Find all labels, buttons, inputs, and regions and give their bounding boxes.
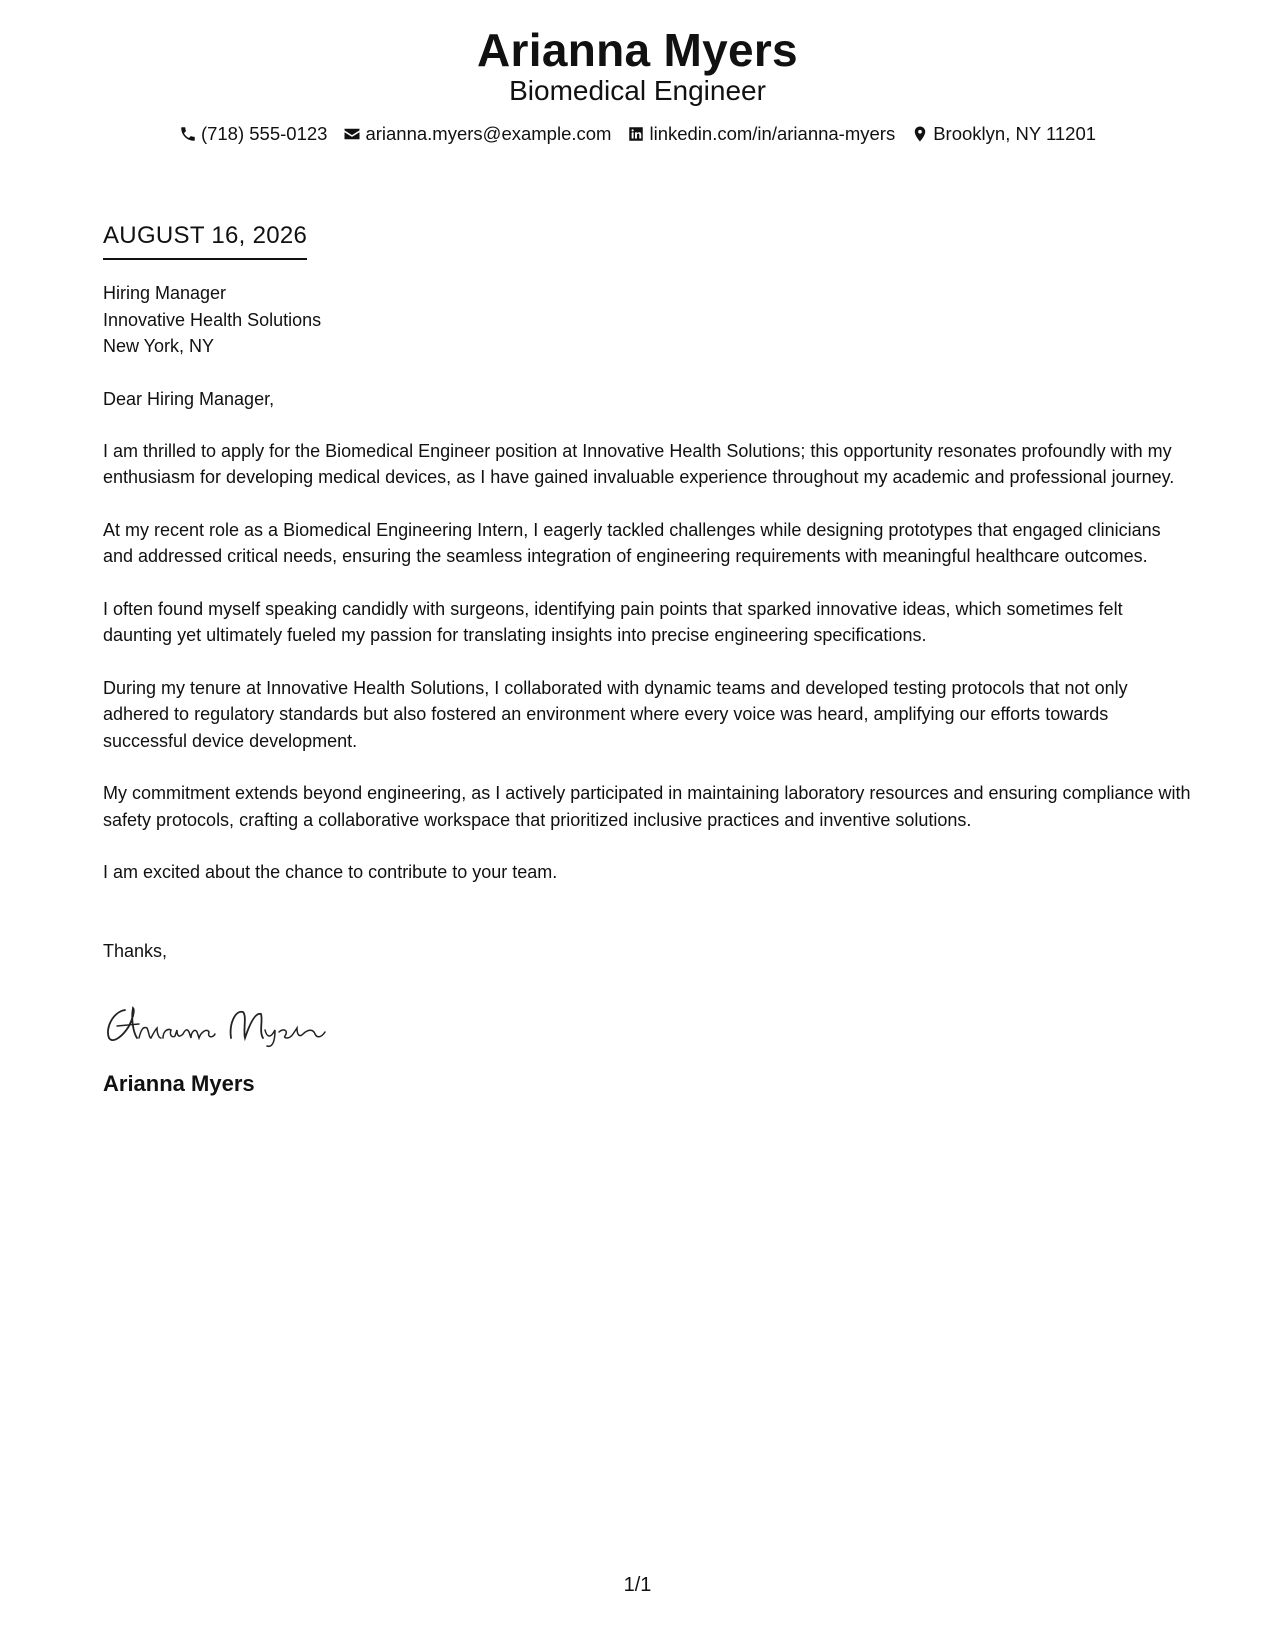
body-paragraph: I am thrilled to apply for the Biomedical Engineer position at Innovative Health Solutions; this opportunity resonates profoundly with my enthusiasm for developing medical devices, as I have gained invaluable experience throughout my academic and professional journey. [103,440,1175,487]
recipient-line: Innovative Health Solutions [103,309,322,330]
body-paragraph: I am excited about the chance to contribute to your team. [103,862,558,882]
page-number: 1/1 [623,1574,652,1596]
handwritten-signature [103,998,1193,1048]
recipient-block [103,280,1193,360]
contact-bar [0,122,1275,146]
applicant-name: Arianna Myers [477,24,798,76]
letter-header [0,0,1275,146]
contact-location [911,122,1096,146]
recipient-line: Hiring Manager [103,283,227,303]
map-marker-icon [911,125,929,143]
linkedin-icon [627,125,645,143]
signature-image [103,998,353,1048]
applicant-title: Biomedical Engineer [509,75,766,106]
body-paragraph: At my recent role as a Biomedical Engineering Intern, I eagerly tackled challenges while designing prototypes that engaged clinicians and addressed critical needs, ensuring the seamless integration of engineering requirements with meaningful healthcare outcomes. [103,519,1161,566]
signer-name: Arianna Myers [103,1070,255,1096]
contact-linkedin[interactable] [627,122,895,146]
body-paragraph: My commitment extends beyond engineering, as I actively participated in maintaining laboratory resources and ensuring compliance with safety protocols, crafting a collaborative workspace that prioritized inclusive practices and inventive solutions. [103,783,1191,830]
phone-icon [179,125,197,143]
recipient-line: New York, NY [103,336,215,356]
email-link[interactable]: arianna.myers@example.com [365,123,612,144]
contact-email[interactable] [343,122,611,146]
envelope-icon [343,125,361,143]
letter-body [103,220,1193,1098]
salutation: Dear Hiring Manager, [103,388,275,409]
linkedin-link[interactable]: linkedin.com/in/arianna-myers [649,123,896,144]
location-text: Brooklyn, NY 11201 [933,123,1097,144]
closing: Thanks, [103,940,168,961]
contact-phone [179,122,328,146]
letter-date: AUGUST 16, 2026 [103,220,307,260]
body-paragraph: I often found myself speaking candidly with surgeons, identifying pain points that sparked innovative ideas, which sometimes felt daunting yet ultimately fueled my passion for translating insights into precise engineering specifications. [103,598,1123,645]
phone-text: (718) 555-0123 [200,123,328,144]
body-paragraph: During my tenure at Innovative Health Solutions, I collaborated with dynamic teams and developed testing protocols that not only adhered to regulatory standards but also fostered an environment where every voice was heard, amplifying our efforts towards successful device development. [103,677,1128,751]
